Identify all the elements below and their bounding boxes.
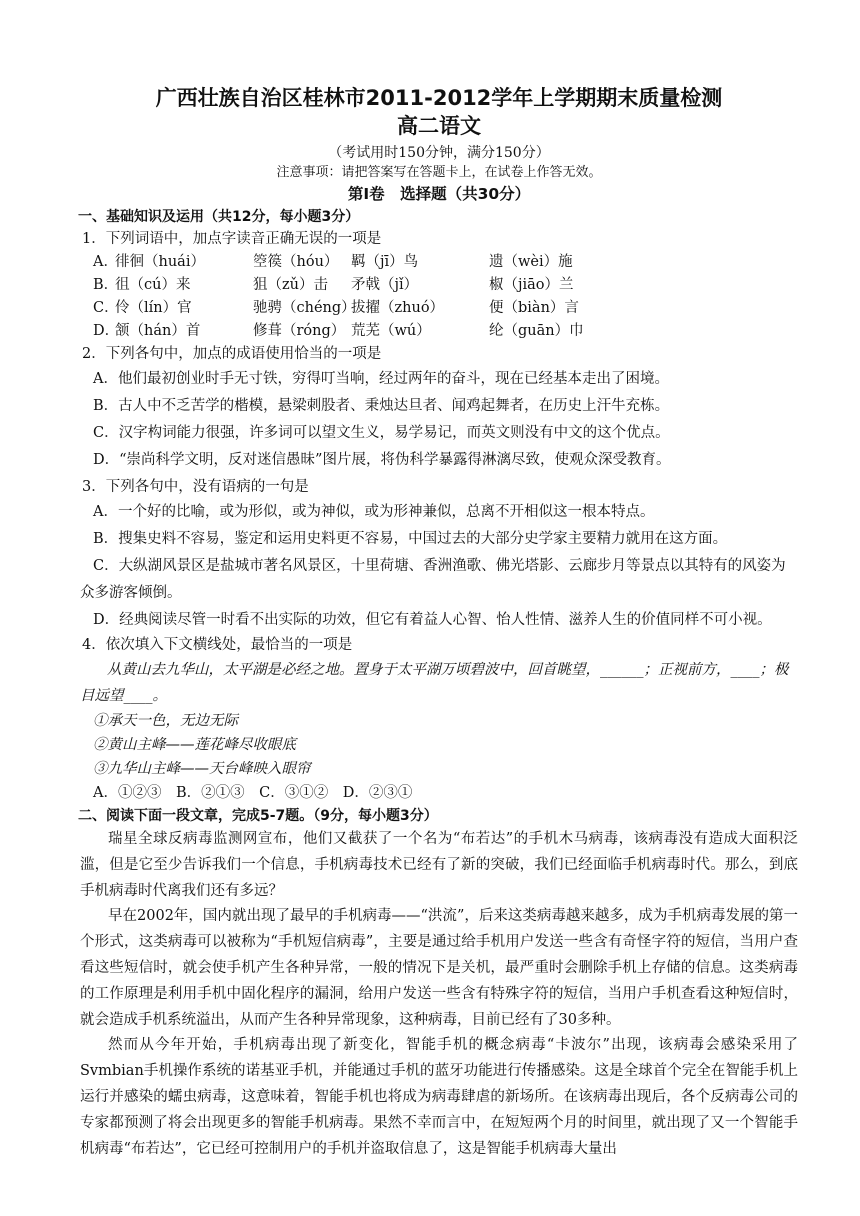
- q4-passage: 从黄山去九华山，太平湖是必经之地。置身于太平湖万顷碧波中，回首眺望，______；正视前方，____；极目远望____。: [80, 662, 789, 704]
- passage-paragraph-1: 瑞星全球反病毒监测网宣布，他们又截获了一个名为“布若达”的手机木马病毒，该病毒没有造成大面积泛滥，但是它至少告诉我们一个信息，手机病毒技术已经有了新的突破，我们已经面临手机病毒时代。那么，到底手机病毒时代离我们还有多远？: [80, 831, 798, 899]
- q2-option-d: D．“崇尚科学文明，反对迷信愚昧”图片展，将伪科学暴露得淋漓尽致，使观众深受教育。: [93, 452, 671, 468]
- q1-option-b: [80, 274, 798, 297]
- passage-paragraph-3: 然而从今年开始，手机病毒出现了新变化，智能手机的概念病毒“卡波尔”出现，该病毒会感染采用了Svmbian手机操作系统的诺基亚手机，并能通过手机的蓝牙功能进行传播感染。这是全球首个完全在智能手机上运行并感染的蠕虫病毒，这意味着，智能手机也将成为病毒肆虐的新场所。在该病毒出现后，各个反病毒公司的专家都预测了将会出现更多的智能手机病毒。果然不幸而言中，在短短两个月的时间里，就出现了又一个智能手机病毒“布若达”，它已经可控制用户的手机并盗取信息了，这是智能手机病毒大量出: [80, 1037, 798, 1157]
- q4-item-1: ①承天一色，无边无际: [93, 713, 238, 729]
- q3-option-d: D．经典阅读尽管一时看不出实际的功效，但它有着益人心智、怡人性情、滋养人生的价值同样不可小视。: [93, 612, 772, 628]
- q1-stem: 1．下列词语中，加点字读音正确无误的一项是: [82, 231, 382, 247]
- exam-subtitle: 高二语文: [397, 114, 481, 138]
- q1-c-item-2: 驰骋（chéng）: [253, 300, 356, 316]
- option-letter: B．: [93, 277, 119, 293]
- q2-option-a: A．他们最初创业时手无寸铁，穷得叮当响，经过两年的奋斗，现在已经基本走出了困境。: [93, 371, 669, 387]
- q1-a-item-3: 羁（jī）鸟: [351, 254, 419, 270]
- q2-option-b: B．古人中不乏苦学的楷模，悬梁刺股者、秉烛达旦者、闻鸡起舞者，在历史上汗牛充栋。: [93, 398, 670, 414]
- q4-stem: 4．依次填入下文横线处，最恰当的一项是: [82, 637, 353, 653]
- q1-d-item-4: 纶（guān）巾: [489, 323, 584, 339]
- option-letter: A．: [93, 254, 118, 270]
- q1-a-item-1: 徘徊（huái）: [115, 254, 205, 270]
- q3-stem: 3．下列各句中，没有语病的一句是: [82, 479, 309, 495]
- q4-item-3: ③九华山主峰——天台峰映入眼帘: [93, 761, 311, 777]
- q1-b-item-4: 椒（jiāo）兰: [489, 277, 574, 293]
- section-title: 第Ⅰ卷 选择题（共30分）: [347, 185, 531, 203]
- q3-option-b: B．搜集史料不容易，鉴定和运用史料更不容易，中国过去的大部分史学家主要精力就用在这方面。: [93, 531, 728, 547]
- part1-heading: 一、基础知识及运用（共12分，每小题3分）: [78, 209, 360, 225]
- part2-heading: 二、阅读下面一段文章，完成5-7题。（9分，每小题3分）: [78, 808, 438, 824]
- exam-title: 广西壮族自治区桂林市2011-2012学年上学期期末质量检测: [155, 86, 723, 110]
- q2-stem: 2．下列各句中，加点的成语使用恰当的一项是: [82, 346, 382, 362]
- q1-c-item-1: 伶（lín）官: [115, 300, 192, 316]
- q1-d-item-3: 荒芜（wú）: [351, 323, 431, 339]
- q4-item-2: ②黄山主峰——莲花峰尽收眼底: [93, 737, 296, 753]
- q1-option-d: [80, 320, 798, 343]
- q2-option-c: C．汉字构词能力很强，许多词可以望文生义，易学易记，而英文则没有中文的这个优点。: [93, 425, 670, 441]
- q1-a-item-2: 箜篌（hóu）: [253, 254, 339, 270]
- q1-a-item-4: 遗（wèi）施: [489, 254, 573, 270]
- q1-d-item-2: 修葺（róng）: [253, 323, 346, 339]
- q3-option-c: C．大纵湖风景区是盐城市著名风景区，十里荷塘、香洲渔歌、佛光塔影、云廊步月等景点以其特有的风姿为众多游客倾倒。: [80, 558, 786, 601]
- q1-c-item-4: 便（biàn）言: [489, 300, 579, 316]
- q3-option-a: A．一个好的比喻，或为形似，或为神似，或为形神兼似，总离不开相似这一根本特点。: [93, 504, 655, 520]
- option-letter: D．: [93, 323, 120, 339]
- q1-d-item-1: 颔（hán）首: [115, 323, 201, 339]
- q1-b-item-1: 徂（cú）来: [115, 277, 191, 293]
- q4-answer-options: A．①②③ B．②①③ C．③①② D．②③①: [93, 785, 413, 801]
- exam-notice: 注意事项：请把答案写在答题卡上，在试卷上作答无效。: [276, 165, 602, 180]
- q1-b-item-3: 矛戟（jǐ）: [351, 277, 419, 293]
- q1-option-a: [80, 251, 798, 274]
- q1-option-c: [80, 297, 798, 320]
- exam-info: （考试用时150分钟，满分150分）: [328, 145, 550, 161]
- q1-b-item-2: 狙（zǔ）击: [253, 277, 328, 293]
- q1-c-item-3: 拔擢（zhuó）: [351, 300, 445, 316]
- option-letter: C．: [93, 300, 119, 316]
- passage-paragraph-2: 早在2002年，国内就出现了最早的手机病毒——“洪流”，后来这类病毒越来越多，成为手机病毒发展的第一个形式，这类病毒可以被称为“手机短信病毒”，主要是通过给手机用户发送一些含有奇怪字符的短信，当用户查看这些短信时，就会使手机产生各种异常，一般的情况下是关机，最严重时会删除手机上存储的信息。这类病毒的工作原理是利用手机中固化程序的漏洞，给用户发送一些含有特殊字符的短信，当用户手机查看这种短信时，就会造成手机系统溢出，从而产生各种异常现象，这种病毒，目前已经有了30多种。: [80, 908, 798, 1028]
